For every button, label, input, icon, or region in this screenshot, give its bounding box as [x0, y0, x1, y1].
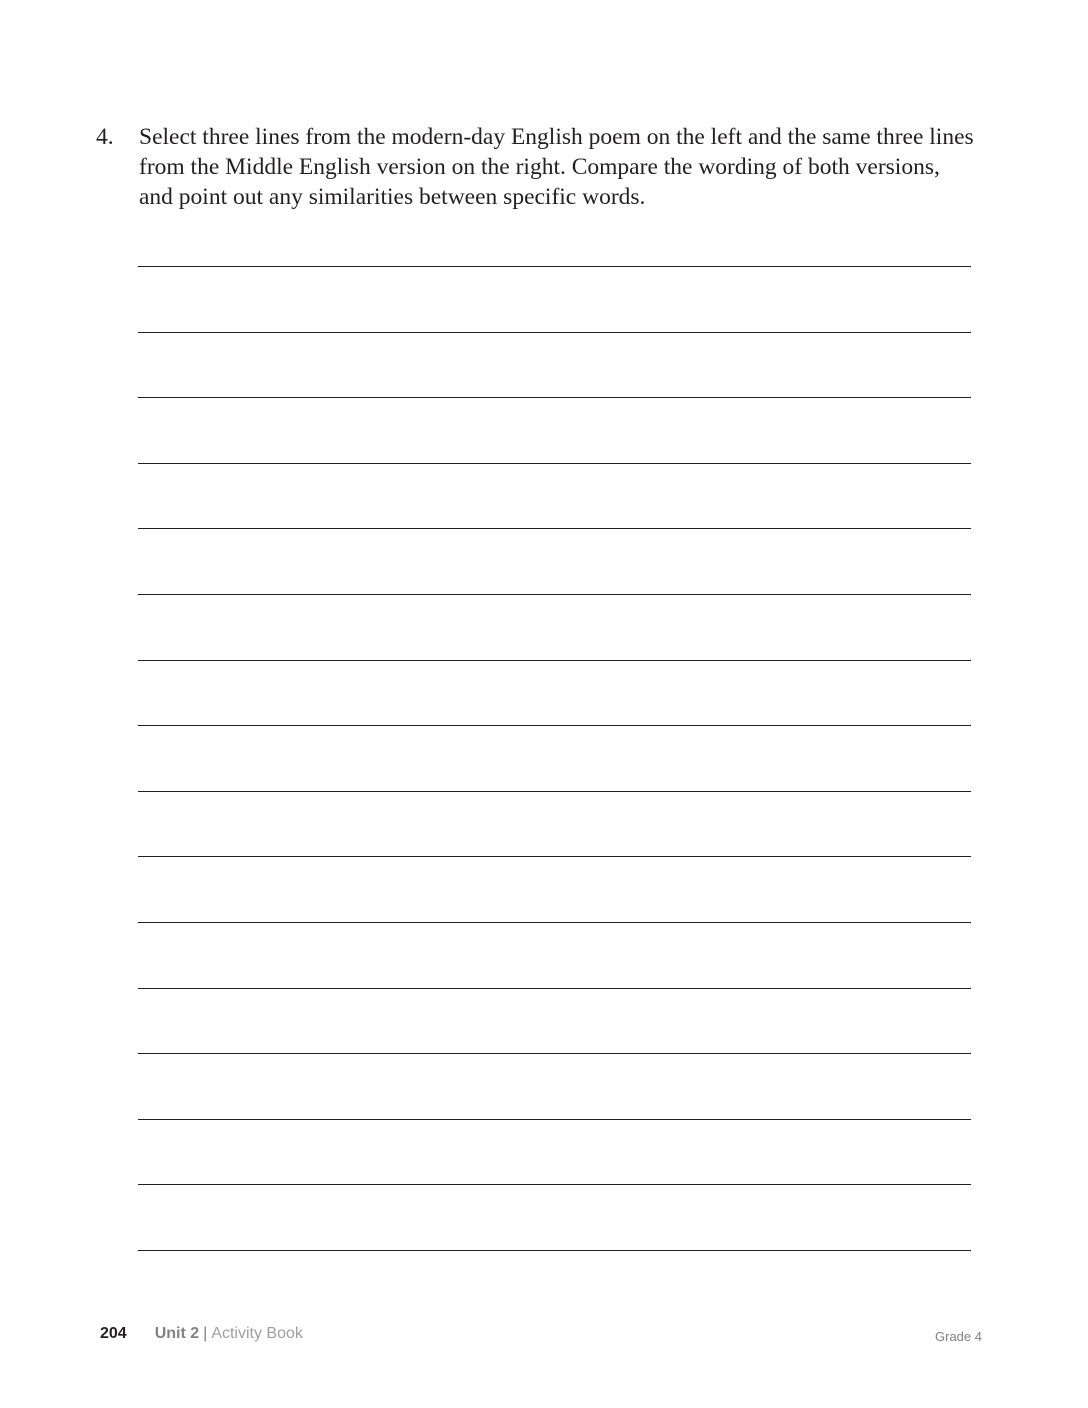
answer-line: [138, 922, 971, 923]
answer-line: [138, 1119, 971, 1120]
answer-line: [138, 1184, 971, 1185]
answer-line: [138, 988, 971, 989]
answer-line: [138, 660, 971, 661]
grade-label: Grade 4: [935, 1329, 982, 1344]
question-text: Select three lines from the modern-day English poem on the left and the same three lines from the Middle English version on the right. Compare the wording of both versions, and point out any similarities between specific words.: [139, 124, 974, 210]
answer-lines: [138, 266, 971, 1316]
answer-line: [138, 856, 971, 857]
book-label: Activity Book: [211, 1325, 303, 1342]
answer-line: [138, 463, 971, 464]
answer-line: [138, 266, 971, 267]
answer-line: [138, 791, 971, 792]
question-number: 4.: [96, 124, 114, 150]
unit-label: Unit 2: [154, 1325, 200, 1342]
answer-line: [138, 528, 971, 529]
footer-separator: |: [203, 1325, 208, 1342]
answer-line: [138, 594, 971, 595]
answer-line: [138, 332, 971, 333]
answer-line: [138, 1053, 971, 1054]
answer-line: [138, 1250, 971, 1251]
answer-line: [138, 397, 971, 398]
page-number: 204: [100, 1325, 127, 1342]
answer-line: [138, 725, 971, 726]
footer-left: [100, 1324, 303, 1344]
